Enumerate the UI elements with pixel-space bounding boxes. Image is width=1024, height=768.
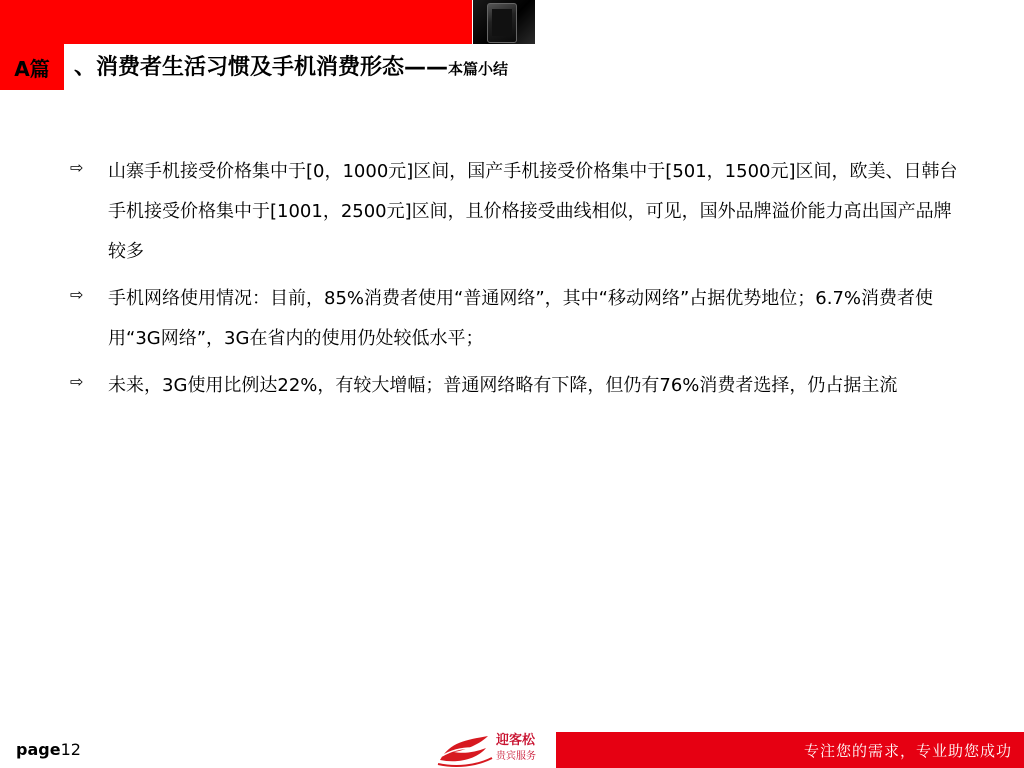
- pine-flag-logo-icon: [436, 730, 494, 768]
- logo-text-main: 迎客松: [496, 733, 536, 748]
- page-prefix: page: [16, 740, 61, 759]
- page-number-value: 12: [60, 740, 81, 759]
- phone-thumbnail-image: [473, 0, 535, 44]
- page-title-main: 、消费者生活习惯及手机消费形态——: [74, 55, 449, 80]
- bullet-text: 山寨手机接受价格集中于[0，1000元]区间，国产手机接受价格集中于[501，1500元]区间，欧美、日韩台手机接受价格集中于[1001，2500元]区间，且价格接受曲线相似，可见，国外品牌溢价能力高出国产品牌较多: [108, 161, 958, 262]
- page-title: [74, 52, 508, 84]
- footer-slogan-bar: [556, 732, 1024, 768]
- logo: [436, 728, 554, 768]
- section-tag: A篇: [0, 44, 64, 90]
- arrow-icon: ⇨: [70, 372, 84, 391]
- bullet-list: [70, 152, 970, 413]
- bullet-text: 手机网络使用情况：目前，85%消费者使用“普通网络”，其中“移动网络”占据优势地位；6.7%消费者使用“3G网络”，3G在省内的使用仍处较低水平；: [108, 288, 934, 349]
- top-red-bar: [0, 0, 472, 44]
- logo-text-sub: 贵宾服务: [496, 751, 536, 762]
- list-item: [70, 279, 970, 359]
- bullet-text: 未来，3G使用比例达22%，有较大增幅；普通网络略有下降，但仍有76%消费者选择，仍占据主流: [108, 375, 898, 396]
- list-item: [70, 152, 970, 272]
- footer-slogan: 专注您的需求，专业助您成功: [803, 741, 1012, 760]
- arrow-icon: ⇨: [70, 158, 84, 177]
- list-item: [70, 366, 970, 406]
- page-number: [16, 740, 81, 759]
- page-title-sub: 本篇小结: [448, 60, 509, 78]
- arrow-icon: ⇨: [70, 285, 84, 304]
